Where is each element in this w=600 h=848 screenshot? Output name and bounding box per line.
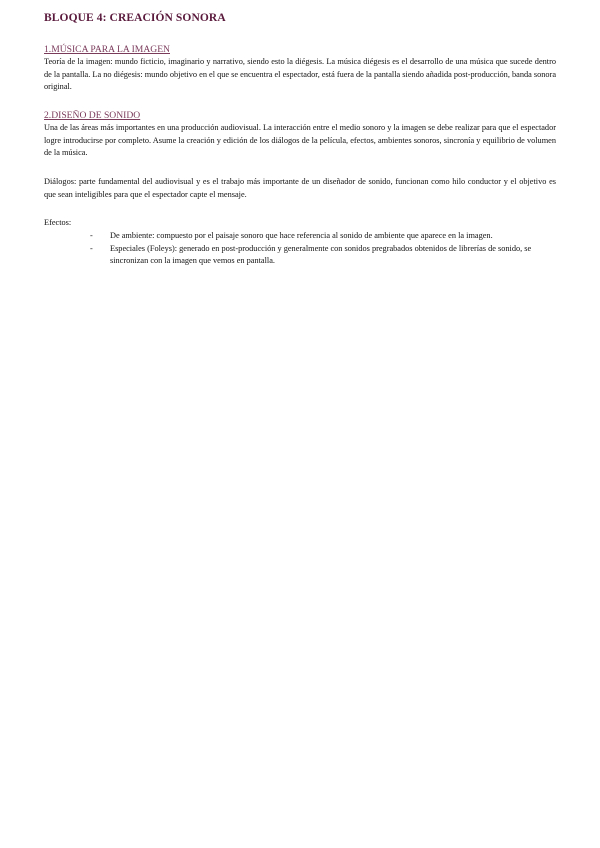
efectos-label: Efectos:: [44, 218, 72, 227]
list-dash: -: [90, 231, 93, 240]
document-title: BLOQUE 4: CREACIÓN SONORA: [44, 12, 226, 24]
dialogos-paragraph: Diálogos: parte fundamental del audiovisual y es el trabajo más importante de un diseñador de sonido, funcionan como hilo conductor y el objetivo es que sean inteligibles para que el espectador capte el mensaje.: [44, 177, 556, 199]
section-body-musica: Teoría de la imagen: mundo ficticio, imaginario y narrativo, siendo esto la diégesis. La música diégesis es el desarrollo de una música que sucede dentro de la pantalla. La no diégesis: mundo objetivo en el que se encuentra el espectador, está fuera de la pantalla siendo añadida post-producción, banda sonora original.: [44, 57, 556, 92]
section-heading-diseno: 2.DISEÑO DE SONIDO: [44, 110, 141, 121]
section-heading-musica: 1.MÚSICA PARA LA IMAGEN: [44, 44, 170, 55]
section-body-diseno: Una de las áreas más importantes en una producción audiovisual. La interacción entre el medio sonoro y la imagen se debe realizar para que el espectador logre introducirse por completo. Asume la creación y edición de los diálogos de la película, efectos, ambientes sonoros, sincronía y equilibrio de volumen de la música.: [44, 123, 556, 158]
list-item: [90, 230, 556, 243]
list-item-text: Especiales (Foleys): generado en post-producción y generalmente con sonidos pregrabados obtenidos de librerías de sonido, se sincronizan con la imagen que vemos en pantalla.: [110, 243, 532, 266]
list-dash: -: [90, 243, 93, 253]
efectos-list: [90, 230, 556, 268]
list-item-text: De ambiente: compuesto por el paisaje sonoro que hace referencia al sonido de ambiente que aparece en la imagen.: [110, 231, 493, 240]
list-item: [90, 243, 556, 268]
